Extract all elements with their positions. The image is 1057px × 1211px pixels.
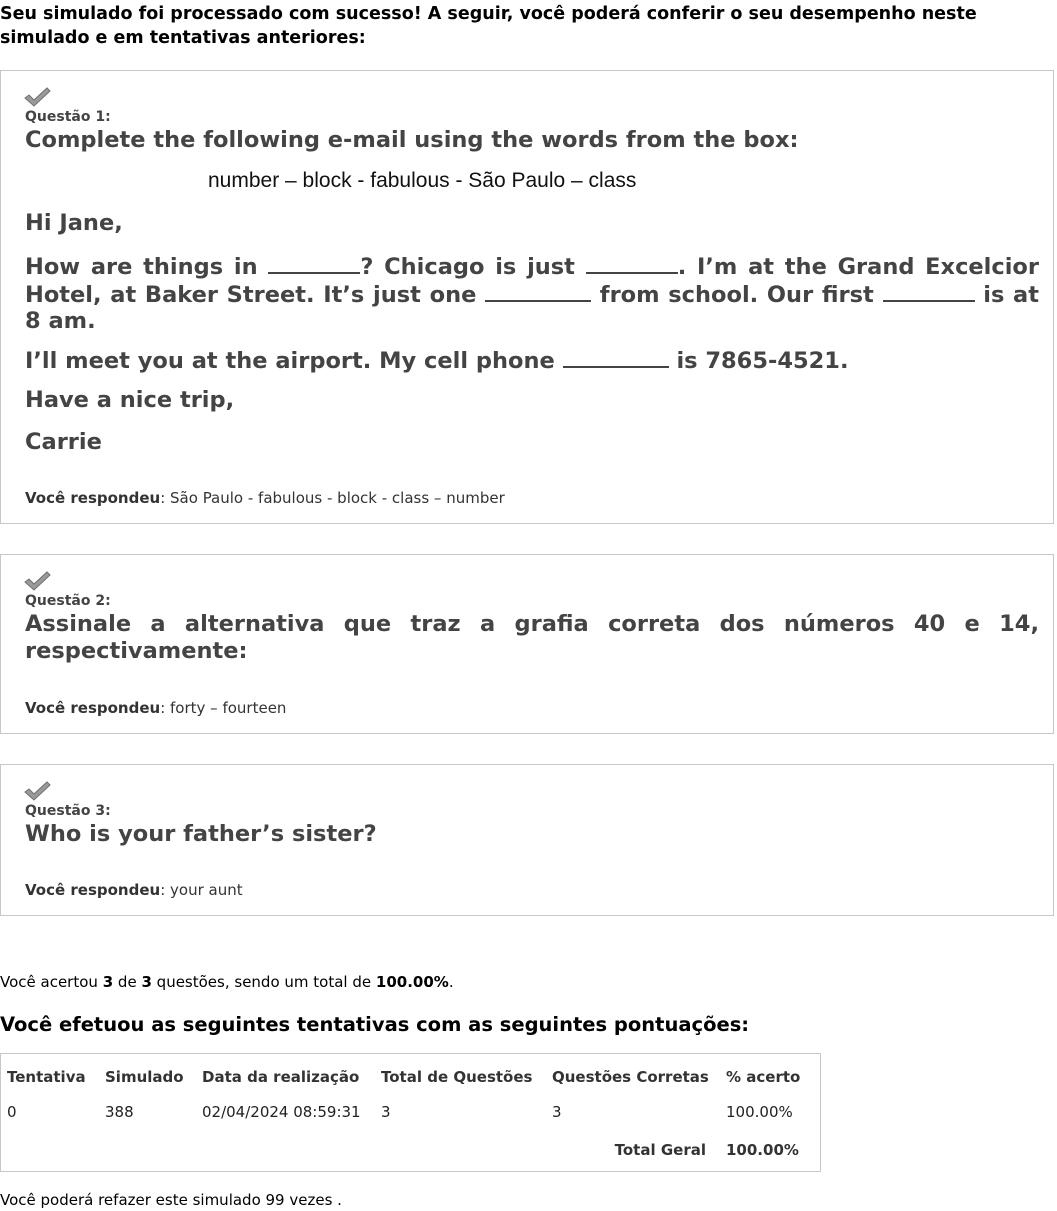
cell-data: 02/04/2024 08:59:31	[202, 1103, 361, 1121]
blank-5	[563, 346, 669, 368]
blank-4	[883, 280, 975, 302]
total-label: Total Geral	[614, 1141, 706, 1159]
cell-simulado: 388	[105, 1103, 134, 1121]
email-closing: Have a nice trip,	[25, 387, 235, 413]
email-signature: Carrie	[25, 429, 102, 455]
checkmark-icon	[23, 86, 51, 108]
table-header-row	[7, 1060, 816, 1093]
attempts-table	[0, 1053, 821, 1172]
cell-total-questoes: 3	[381, 1103, 391, 1121]
header-tentativa: Tentativa	[7, 1067, 86, 1086]
question-title: Complete the following e-mail using the words from the box:	[25, 127, 799, 153]
cell-tentativa: 0	[7, 1103, 17, 1121]
header-total-questoes: Total de Questões	[381, 1067, 533, 1086]
question-card-1	[0, 70, 1054, 524]
greeting: Hi Jane,	[25, 210, 123, 236]
retake-info: Você poderá refazer este simulado 99 vezes .	[0, 1191, 342, 1209]
question-label: Questão 1:	[25, 109, 111, 125]
blank-2	[586, 252, 678, 274]
total-value: 100.00%	[726, 1141, 799, 1159]
header-simulado: Simulado	[105, 1067, 184, 1086]
user-answer: Você respondeu: São Paulo - fabulous - block - class – number	[25, 489, 505, 507]
table-total-row	[7, 1131, 816, 1169]
table-row	[7, 1093, 816, 1131]
email-paragraph-2: I’ll meet you at the airport. My cell phone is 7865-4521.	[25, 348, 849, 374]
blank-1	[268, 252, 360, 274]
blank-3	[485, 280, 591, 302]
question-card-3	[0, 764, 1054, 916]
cell-questoes-corretas: 3	[552, 1103, 562, 1121]
question-label: Questão 3:	[25, 803, 111, 819]
intro-message: Seu simulado foi processado com sucesso! A seguir, você poderá conferir o seu desempenho neste simulado e em tentativas anteriores:	[0, 4, 977, 48]
cell-percent: 100.00%	[726, 1103, 793, 1121]
attempts-heading: Você efetuou as seguintes tentativas com as seguintes pontuações:	[0, 1013, 750, 1036]
word-box: number – block - fabulous - São Paulo – class	[208, 169, 637, 192]
header-questoes-corretas: Questões Corretas	[552, 1067, 709, 1086]
question-title: Assinale a alternativa que traz a grafia correta dos números 40 e 14, respectivamente:	[25, 611, 1039, 664]
question-card-2	[0, 554, 1054, 734]
email-paragraph-1: How are things in ? Chicago is just . I’m at the Grand Excelcior Hotel, at Baker Street. It’s just one from school. Our first is at 8 am.	[25, 254, 1039, 334]
checkmark-icon	[23, 570, 51, 592]
question-label: Questão 2:	[25, 593, 111, 609]
checkmark-icon	[23, 780, 51, 802]
question-title: Who is your father’s sister?	[25, 821, 377, 847]
score-summary: Você acertou 3 de 3 questões, sendo um total de 100.00%.	[0, 973, 454, 991]
header-data: Data da realização	[202, 1067, 360, 1086]
header-percent: % acerto	[726, 1067, 801, 1086]
user-answer: Você respondeu: forty – fourteen	[25, 699, 287, 717]
user-answer: Você respondeu: your aunt	[25, 881, 243, 899]
